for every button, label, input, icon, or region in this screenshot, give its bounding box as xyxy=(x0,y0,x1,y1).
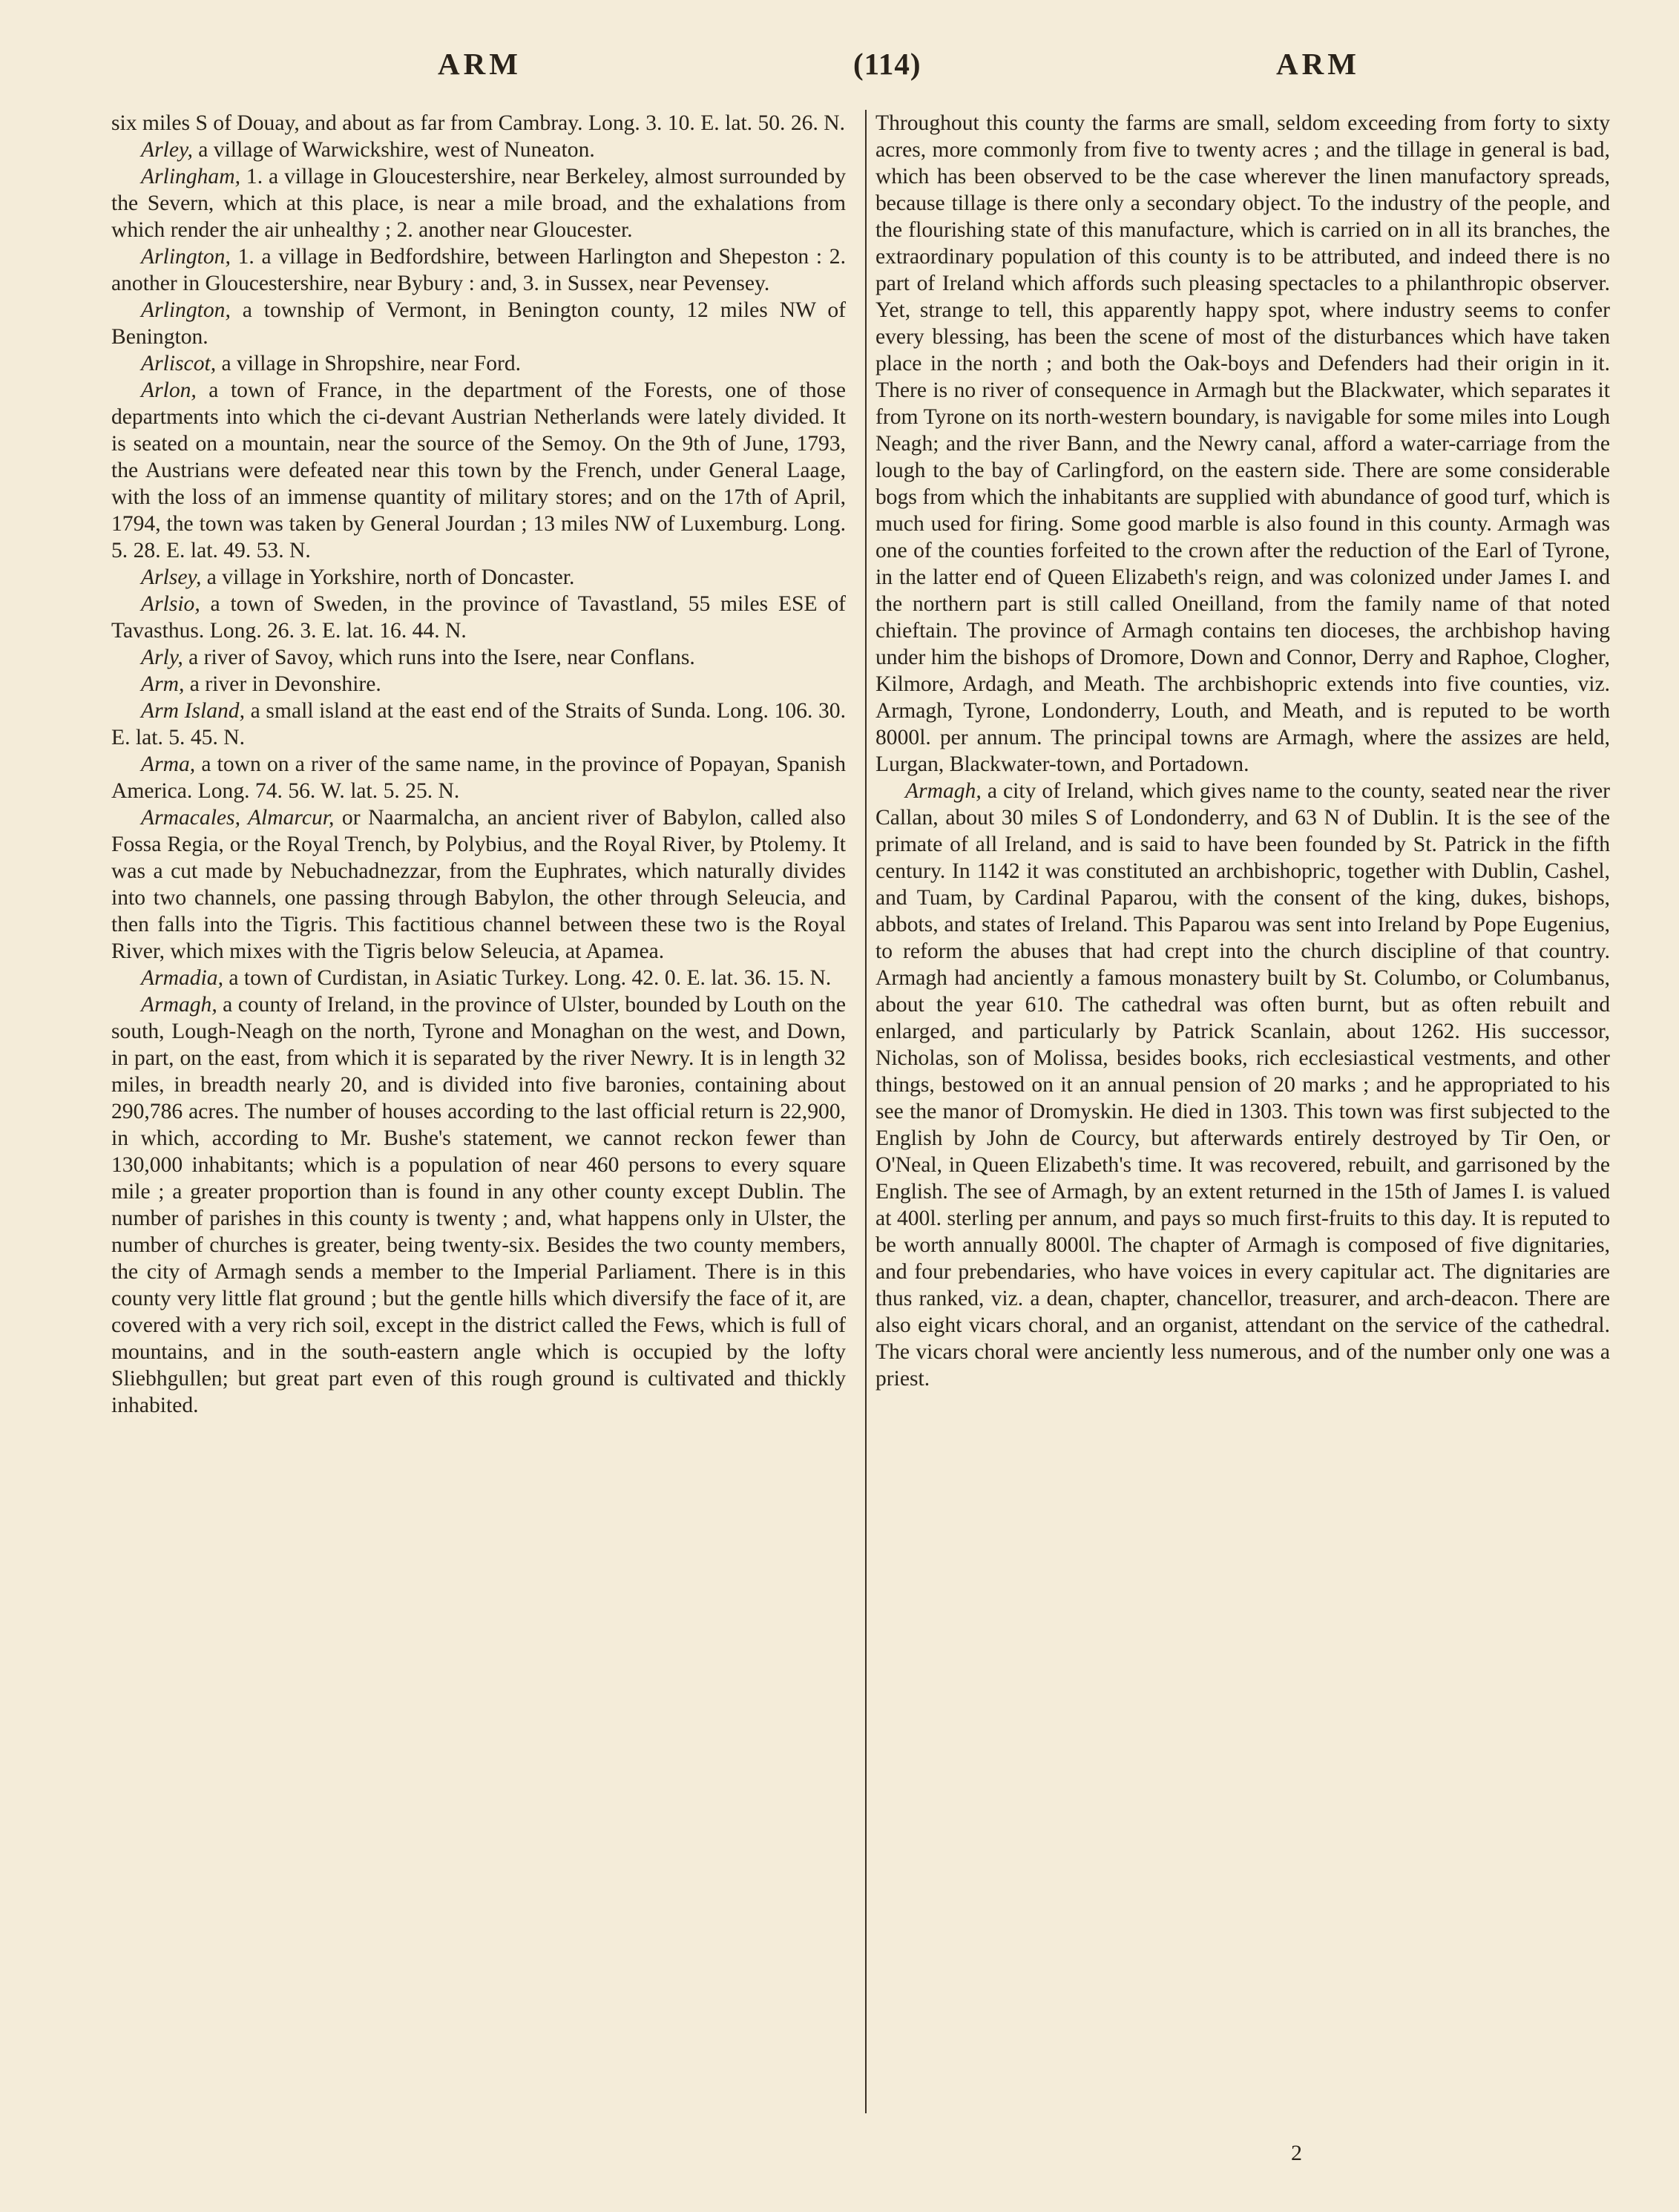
headword: Arlingham, xyxy=(141,165,240,188)
right-column xyxy=(875,110,1610,1392)
entry-text: 1. a village in Gloucestershire, near Berkeley, almost surrounded by the Severn, which at this place, is near a mile broad, and the exhalations from which render the air unhealthy ; 2. another near Gloucester. xyxy=(111,165,846,242)
headword: Armacales, Almarcur, xyxy=(141,806,335,830)
entry-text: a river in Devonshire. xyxy=(184,672,381,696)
entry-text: a village in Shropshire, near Ford. xyxy=(216,352,522,375)
entry xyxy=(111,297,846,350)
entry xyxy=(111,110,846,137)
entry xyxy=(111,751,846,804)
entry-text: a city of Ireland, which gives name to the county, seated near the river Callan, about 30 miles S of Londonderry, and 63 N of Dublin. It is the see of the primate of all Ireland, and is said to have been founded by St. Patrick in the fifth century. In 1142 it was constituted an archbishopric, together with Dublin, Cashel, and Tuam, by Cardinal Paparou, with the consent of the king, dukes, bishops, abbots, and states of Ireland. This Paparou was sent into Ireland by Pope Eugenius, to reform the abuses that had crept into the church discipline of that country. Armagh had anciently a famous monastery built by St. Columbo, or Columbanus, about the year 610. The cathedral was often burnt, but as often rebuilt and enlarged, and particularly by Patrick Scanlain, about 1262. His successor, Nicholas, son of Molissa, besides books, rich ecclesiastical vestments, and other things, bestowed on it an annual pension of 20 marks ; and he appropriated to his see the manor of Dromyskin. He died in 1303. This town was first subjected to the English by John de Courcy, but afterwards entirely destroyed by Tir Oen, or O'Neal, in Queen Elizabeth's time. It was recovered, rebuilt, and garrisoned by the English. The see of Armagh, by an extent returned in the 15th of James I. is valued at 400l. sterling per annum, and pays so much first-fruits to this day. It is reputed to be worth annually 8000l. The chapter of Armagh is composed of five dignitaries, and four prebendaries, who have voices in every capitular act. The dignitaries are thus ranked, viz. a dean, chapter, chancellor, treasurer, and arch-deacon. There are also eight vicars choral, and an organist, attendant on the service of the cathedral. The vicars choral were anciently less numerous, and of the number only one was a priest. xyxy=(875,779,1610,1391)
entry xyxy=(111,591,846,644)
entry-text: a town of Curdistan, in Asiatic Turkey. Long. 42. 0. E. lat. 36. 15. N. xyxy=(223,966,832,990)
entry xyxy=(111,671,846,698)
left-column xyxy=(111,110,846,1419)
entry-text: a village of Warwickshire, west of Nuneaton. xyxy=(192,138,595,162)
headword: Arlington, xyxy=(141,245,231,269)
running-head-left: ARM xyxy=(438,47,522,81)
entry-text: a town of France, in the department of the Forests, one of those departments into which the ci-devant Austrian Netherlands were lately divided. It is seated on a mountain, near the source of the Semoy. On the 9th of June, 1793, the Austrians were defeated near this town by the French, under General Laage, with the loss of an immense quantity of military stores; and on the 17th of April, 1794, the town was taken by General Jourdan ; 13 miles NW of Luxemburg. Long. 5. 28. E. lat. 49. 53. N. xyxy=(111,378,846,562)
headword: Arlington, xyxy=(141,298,231,322)
entry xyxy=(875,778,1610,1392)
entry-text: a town on a river of the same name, in the province of Popayan, Spanish America. Long. 74. 56. W. lat. 5. 25. N. xyxy=(111,752,846,803)
headword: Arlon, xyxy=(141,378,197,402)
headword: Arm, xyxy=(141,672,185,696)
page-header xyxy=(111,46,1588,91)
entry xyxy=(111,564,846,591)
headword: Arly, xyxy=(141,646,183,669)
entry xyxy=(111,965,846,991)
page-number: (114) xyxy=(853,47,921,81)
headword: Arlsio, xyxy=(141,592,200,616)
headword: Arliscot, xyxy=(141,352,217,375)
entry xyxy=(111,698,846,751)
headword: Armadia, xyxy=(141,966,223,990)
headword: Arlsey, xyxy=(141,565,202,589)
entry-text: a river of Savoy, which runs into the Isere, near Conflans. xyxy=(183,646,695,669)
column-divider xyxy=(865,110,867,2113)
entry xyxy=(111,163,846,243)
entry-text: six miles S of Douay, and about as far from Cambray. Long. 3. 10. E. lat. 50. 26. N. xyxy=(111,111,846,135)
entry xyxy=(111,377,846,564)
entry-text: a town of Sweden, in the province of Tavastland, 55 miles ESE of Tavasthus. Long. 26. 3. E. lat. 16. 44. N. xyxy=(111,592,846,643)
entry xyxy=(111,137,846,163)
headword: Arm Island, xyxy=(141,699,245,723)
entry-text: a small island at the east end of the Straits of Sunda. Long. 106. 30. E. lat. 5. 45. N. xyxy=(111,699,846,749)
headword: Armagh, xyxy=(141,993,217,1017)
entry-text: or Naarmalcha, an ancient river of Babylon, called also Fossa Regia, or the Royal Trench, by Polybius, and the Royal River, by Ptolemy. It was a cut made by Nebuchadnezzar, from the Euphrates, which naturally divides into two channels, one passing through Babylon, the other through Seleucia, and then falls into the Tigris. This factitious channel between these two is the Royal River, which mixes with the Tigris below Seleucia, at Apamea. xyxy=(111,806,846,963)
headword: Arma, xyxy=(141,752,196,776)
entry xyxy=(111,350,846,377)
entry xyxy=(875,110,1610,778)
entry-text: a village in Yorkshire, north of Doncaster. xyxy=(201,565,575,589)
entry-text: Throughout this county the farms are small, seldom exceeding from forty to sixty acres, more commonly from five to twenty acres ; and the tillage in general is bad, which has been observed to be the case wherever the linen manufactory spreads, because tillage is there only a secondary object. To the industry of the people, and the flourishing state of this manufacture, which is carried on in all its branches, the extraordinary population of this county is to be attributed, and indeed there is no part of Ireland which affords such pleasing spectacles to a philanthropic observer. Yet, strange to tell, this apparently happy spot, where industry seems to confer every blessing, has been the scene of most of the disturbances which have taken place in the north ; and both the Oak-boys and Defenders had their origin in it. There is no river of consequence in Armagh but the Blackwater, which separates it from Tyrone on its north-western boundary, is navigable for some miles into Lough Neagh; and the river Bann, and the Newry canal, afford a water-carriage from the lough to the bay of Carlingford, on the eastern side. There are some considerable bogs from which the inhabitants are supplied with abundance of good turf, which is much used for firing. Some good marble is also found in this county. Armagh was one of the counties forfeited to the crown after the reduction of the Earl of Tyrone, in the latter end of Queen Elizabeth's reign, and was colonized under James I. and the northern part is still called Oneilland, from the family name of that noted chieftain. The province of Armagh contains ten dioceses, the archbishop having under him the bishops of Dromore, Down and Connor, Derry and Raphoe, Clogher, Kilmore, Ardagh, and Meath. The archbishopric extends into five counties, viz. Armagh, Tyrone, Londonderry, Louth, and Meath, and is reputed to be worth 8000l. per annum. The principal towns are Armagh, where the assizes are held, Lurgan, Blackwater-town, and Portadown. xyxy=(875,111,1610,776)
entry-text: 1. a village in Bedfordshire, between Harlington and Shepeston : 2. another in Gloucestershire, near Bybury : and, 3. in Sussex, near Pevensey. xyxy=(111,245,846,295)
running-head-right: ARM xyxy=(1276,47,1360,81)
signature-mark: 2 xyxy=(1291,2141,1302,2165)
entry xyxy=(111,991,846,1419)
entry xyxy=(111,243,846,297)
entry-text: a township of Vermont, in Benington county, 12 miles NW of Benington. xyxy=(111,298,846,349)
headword: Arley, xyxy=(141,138,193,162)
entry-text: a county of Ireland, in the province of Ulster, bounded by Louth on the south, Lough-Neagh on the north, Tyrone and Monaghan on the west, and Down, in part, on the east, from which it is separated by the river Newry. It is in length 32 miles, in breadth nearly 20, and is divided into five baronies, containing about 290,786 acres. The number of houses according to the last official return is 22,900, in which, according to Mr. Bushe's statement, we cannot reckon fewer than 130,000 inhabitants; which is a population of near 460 persons to every square mile ; a greater proportion than is found in any other county except Dublin. The number of parishes in this county is twenty ; and, what happens only in Ulster, the number of churches is greater, being twenty-six. Besides the two county members, the city of Armagh sends a member to the Imperial Parliament. There is in this county very little flat ground ; but the gentle hills which diversify the face of it, are covered with a very rich soil, except in the district called the Fews, which is full of mountains, and in the south-eastern angle which is occupied by the lofty Sliebhgullen; but great part even of this rough ground is cultivated and thickly inhabited. xyxy=(111,993,846,1417)
entry xyxy=(111,804,846,965)
entry xyxy=(111,644,846,671)
headword: Armagh, xyxy=(905,779,982,803)
